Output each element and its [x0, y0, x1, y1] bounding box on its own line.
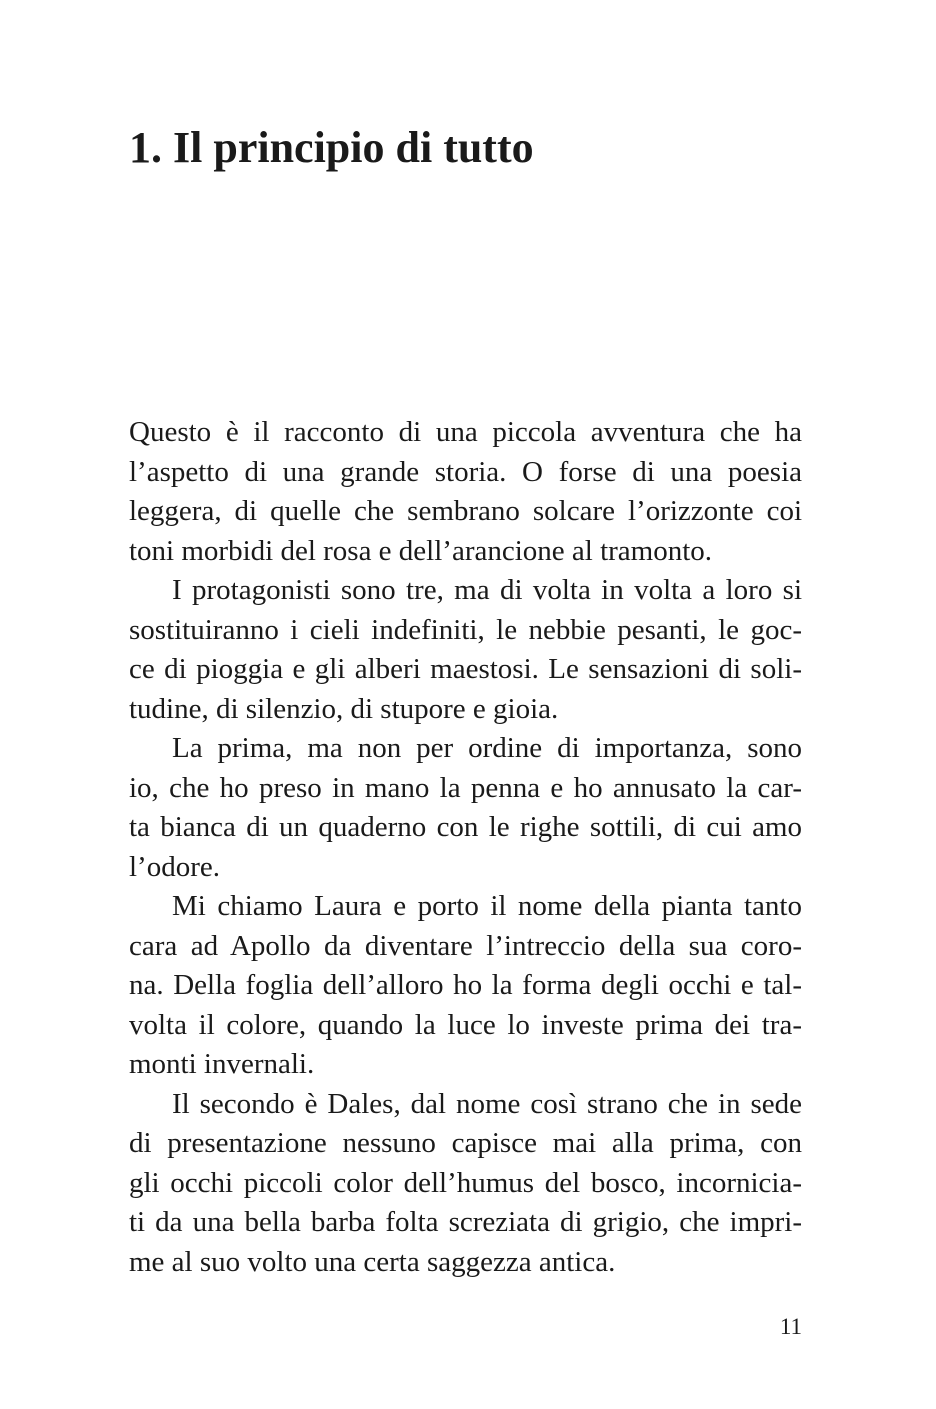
paragraph	[129, 1085, 802, 1283]
text-line: io, che ho preso in mano la penna e ho annusato la car-	[129, 771, 802, 804]
paragraph	[129, 887, 802, 1085]
text-line: volta il colore, quando la luce lo investe prima dei tra-	[129, 1008, 802, 1041]
page-number: 11	[779, 1314, 802, 1339]
text-line: Il secondo è Dales, dal nome così strano che in sede	[172, 1087, 802, 1120]
text-line: l’odore.	[129, 850, 220, 883]
text-line: l’aspetto di una grande storia. O forse di una poesia	[129, 455, 802, 488]
text-line: ta bianca di un quaderno con le righe sottili, di cui amo	[129, 811, 802, 843]
text-line: ce di pioggia e gli alberi maestosi. Le sensazioni di soli-	[129, 653, 802, 685]
text-line: ti da una bella barba folta screziata di grigio, che impri-	[129, 1206, 802, 1238]
text-line: cara ad Apollo da diventare l’intreccio della sua coro-	[129, 929, 802, 962]
text-line: tudine, di silenzio, di stupore e gioia.	[129, 692, 559, 725]
paragraph	[129, 413, 802, 571]
text-line: La prima, ma non per ordine di importanza, sono	[172, 732, 802, 764]
text-block	[129, 413, 802, 1282]
text-line: I protagonisti sono tre, ma di volta in volta a loro si	[172, 574, 802, 606]
text-line: Questo è il racconto di una piccola avventura che ha	[129, 416, 802, 448]
text-line: gli occhi piccoli color dell’humus del bosco, incornicia-	[129, 1166, 802, 1199]
text-line: Mi chiamo Laura e porto il nome della pianta tanto	[172, 890, 802, 922]
text-line: di presentazione nessuno capisce mai alla prima, con	[129, 1127, 802, 1159]
chapter-title: 1. Il principio di tutto	[129, 123, 534, 172]
text-line: me al suo volto una certa saggezza antica.	[129, 1245, 616, 1278]
text-line: sostituiranno i cieli indefiniti, le nebbie pesanti, le goc-	[129, 613, 802, 646]
text-line: leggera, di quelle che sembrano solcare l’orizzonte coi	[129, 495, 802, 527]
paragraph	[129, 571, 802, 729]
text-line: monti invernali.	[129, 1048, 315, 1080]
text-line: toni morbidi del rosa e dell’arancione al tramonto.	[129, 534, 713, 567]
paragraph	[129, 729, 802, 887]
text-line: na. Della foglia dell’alloro ho la forma degli occhi e tal-	[129, 969, 802, 1001]
